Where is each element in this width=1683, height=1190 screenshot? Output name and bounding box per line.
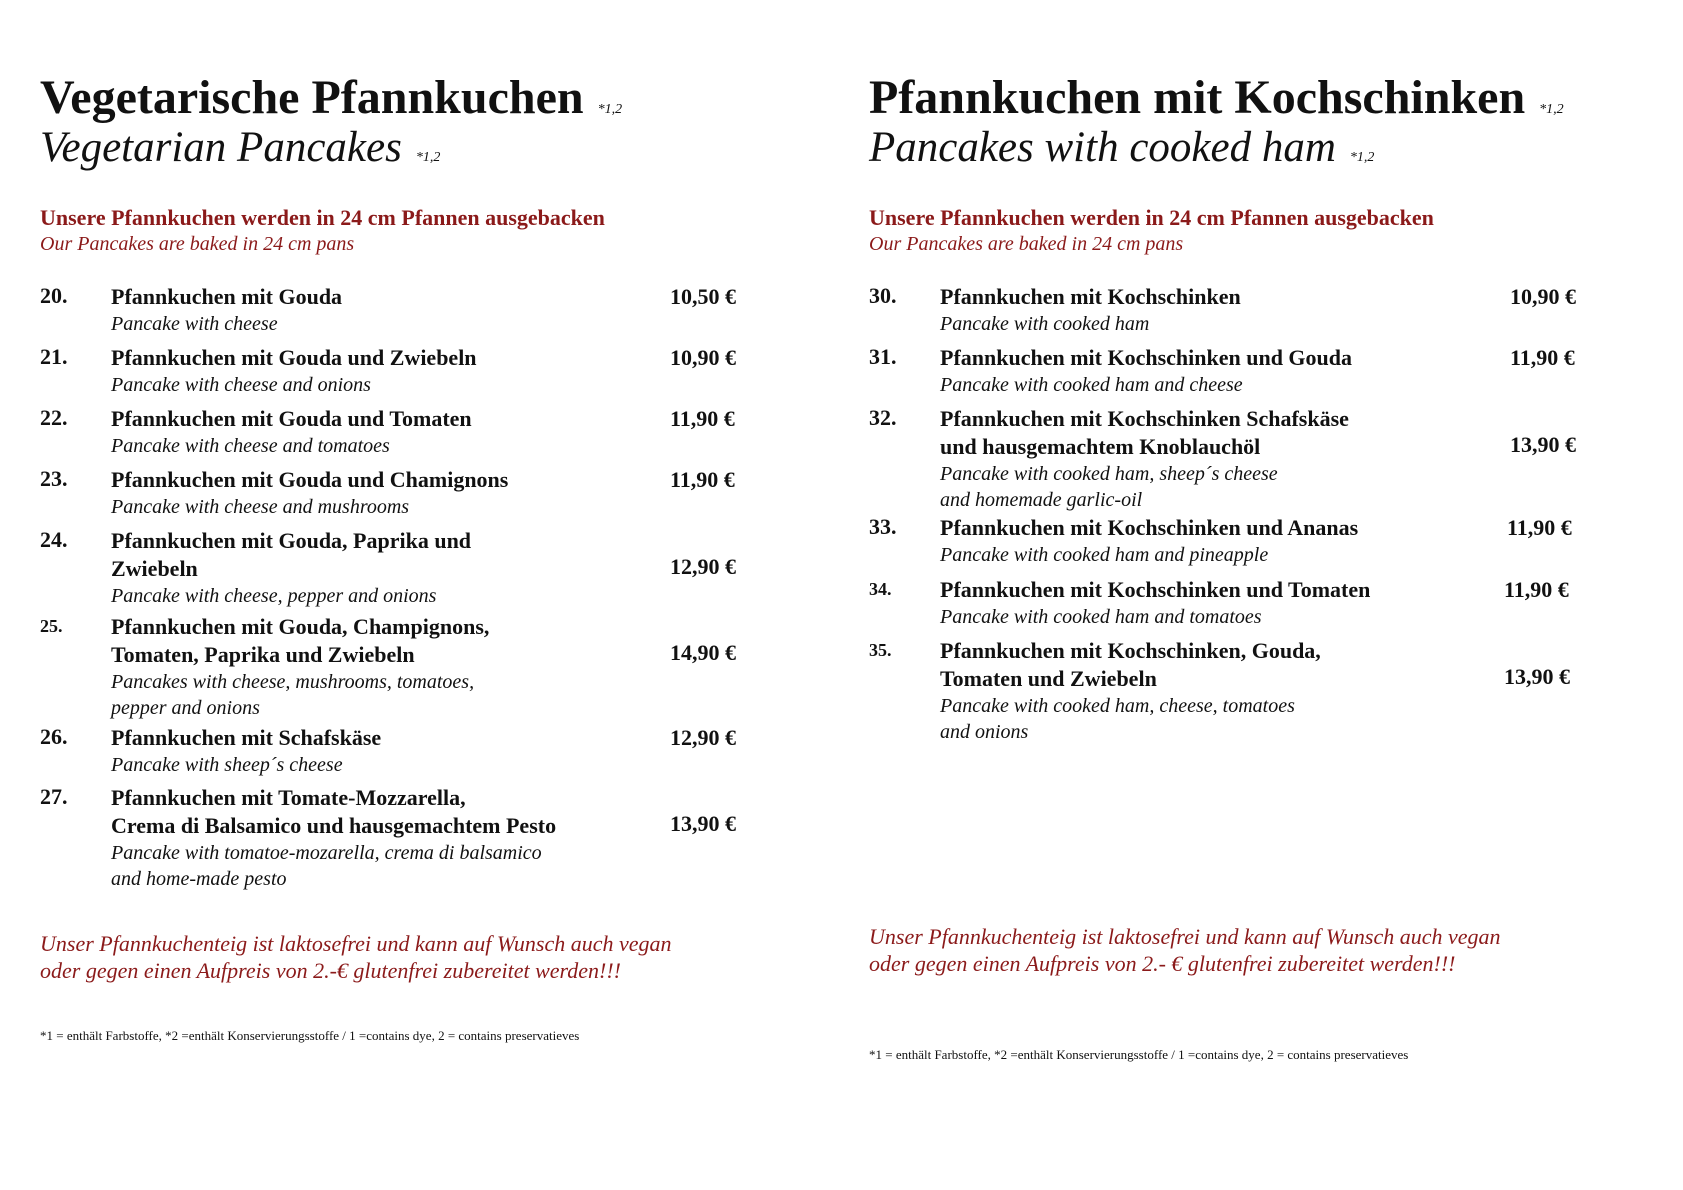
item-number: 31. [869,344,897,369]
item-description-line-2: and home-made pesto [111,868,287,890]
item-price: 13,90 € [1504,664,1570,689]
item-name: Pfannkuchen mit Gouda [111,284,343,309]
additives-legend: *1 = enthält Farbstoffe, *2 =enthält Konservierungsstoffe / 1 =contains dye, 2 = contains preservatieves [869,1047,1409,1062]
pan-size-note: Unsere Pfannkuchen werden in 24 cm Pfannen ausgebacken [40,205,605,230]
item-number: 32. [869,405,897,430]
title-footnote-marker: *1,2 [597,102,623,117]
item-name: Pfannkuchen mit Gouda und Tomaten [111,406,472,431]
subtitle-footnote-marker: *1,2 [1349,150,1375,165]
item-description: Pancake with cooked ham and pineapple [940,544,1269,566]
pan-size-note-en: Our Pancakes are baked in 24 cm pans [869,233,1184,255]
menu-item [869,576,1589,630]
subtitle-footnote-marker: *1,2 [415,150,441,165]
item-description: Pancake with sheep´s cheese [111,754,343,776]
item-description: Pancake with cooked ham, sheep´s cheese [940,463,1278,485]
menu-item [869,405,1589,513]
item-number: 24. [40,527,68,552]
item-name: Pfannkuchen mit Kochschinken Schafskäse [940,406,1349,431]
item-description: Pancake with cheese [111,313,278,335]
item-price: 13,90 € [670,811,736,836]
item-name: Pfannkuchen mit Gouda und Zwiebeln [111,345,477,370]
item-number: 25. [40,616,63,636]
item-name-line-2: Tomaten, Paprika und Zwiebeln [111,642,415,667]
item-price: 10,50 € [670,284,736,309]
menu-item [40,405,760,459]
item-name: Pfannkuchen mit Schafskäse [111,725,382,750]
menu-item [869,344,1589,398]
title-footnote-marker: *1,2 [1539,102,1564,117]
item-number: 21. [40,344,68,369]
menu-item [869,283,1589,337]
menu-item [40,784,760,892]
item-name: Pfannkuchen mit Gouda, Paprika und [111,528,472,553]
item-name: Pfannkuchen mit Kochschinken und Gouda [940,345,1353,370]
section-subtitle: Pancakes with cooked ham *1,2 [869,124,1375,171]
item-number: 22. [40,405,68,430]
item-number: 34. [869,579,892,599]
item-number: 26. [40,724,68,749]
item-price: 10,90 € [1510,284,1576,309]
item-price: 10,90 € [670,345,736,370]
item-name: Pfannkuchen mit Kochschinken [940,284,1241,309]
menu-item [40,283,760,337]
item-description: Pancake with cheese, pepper and onions [111,585,437,607]
item-description-line-2: and onions [940,721,1029,743]
item-price: 11,90 € [1510,345,1575,370]
item-name: Pfannkuchen mit Kochschinken und Ananas [940,515,1359,540]
item-description: Pancake with cheese and tomatoes [111,435,390,457]
menu-item [40,344,760,398]
dietary-note-line-2: oder gegen einen Aufpreis von 2.-€ glutenfrei zubereitet werden!!! [40,958,622,983]
dietary-note-line-1: Unser Pfannkuchenteig ist laktosefrei und kann auf Wunsch auch vegan [869,924,1501,949]
item-description: Pancake with cooked ham, cheese, tomatoes [940,695,1295,717]
dietary-note-line-2: oder gegen einen Aufpreis von 2.- € glutenfrei zubereitet werden!!! [869,951,1456,976]
item-description: Pancakes with cheese, mushrooms, tomatoes, [111,671,475,693]
item-price: 11,90 € [670,406,735,431]
menu-item [869,637,1589,745]
item-price: 11,90 € [1507,515,1572,540]
item-name-line-2: Tomaten und Zwiebeln [940,666,1157,691]
item-description-line-2: and homemade garlic-oil [940,489,1143,511]
item-description-line-2: pepper and onions [111,697,260,719]
section-subtitle: Vegetarian Pancakes *1,2 [40,124,441,171]
menu-section-ham [869,0,1649,1190]
item-name-line-2: und hausgemachtem Knoblauchöl [940,434,1261,459]
item-price: 14,90 € [670,640,736,665]
item-name-line-2: Crema di Balsamico und hausgemachtem Pesto [111,813,557,838]
menu-item [40,466,760,520]
dietary-note-line-1: Unser Pfannkuchenteig ist laktosefrei und kann auf Wunsch auch vegan [40,931,672,956]
item-number: 27. [40,784,68,809]
menu-item [40,527,760,609]
item-name: Pfannkuchen mit Gouda und Chamignons [111,467,509,492]
item-name: Pfannkuchen mit Kochschinken und Tomaten [940,577,1371,602]
item-description: Pancake with cheese and onions [111,374,371,396]
item-description: Pancake with cooked ham and cheese [940,374,1243,396]
dietary-note [40,930,672,984]
item-number: 35. [869,640,892,660]
item-description: Pancake with tomatoe-mozarella, crema di balsamico [111,842,542,864]
menu-item [40,724,760,778]
item-description: Pancake with cooked ham and tomatoes [940,606,1262,628]
item-price: 12,90 € [670,554,736,579]
item-number: 23. [40,466,68,491]
section-title: Vegetarische Pfannkuchen *1,2 [40,71,623,124]
menu-section-vegetarian [40,0,820,1190]
menu-item [869,514,1589,568]
item-number: 33. [869,514,897,539]
pan-size-note: Unsere Pfannkuchen werden in 24 cm Pfannen ausgebacken [869,205,1434,230]
item-price: 12,90 € [670,725,736,750]
item-number: 30. [869,283,897,308]
item-description: Pancake with cooked ham [940,313,1150,335]
dietary-note [869,923,1501,977]
item-number: 20. [40,283,68,308]
pan-size-note-en: Our Pancakes are baked in 24 cm pans [40,233,355,255]
item-price: 11,90 € [670,467,735,492]
item-name: Pfannkuchen mit Kochschinken, Gouda, [940,638,1321,663]
section-title: Pfannkuchen mit Kochschinken *1,2 [869,71,1564,124]
item-price: 13,90 € [1510,432,1576,457]
item-name-line-2: Zwiebeln [111,556,198,581]
menu-item [40,613,760,721]
item-name: Pfannkuchen mit Gouda, Champignons, [111,614,490,639]
item-price: 11,90 € [1504,577,1569,602]
item-name: Pfannkuchen mit Tomate-Mozzarella, [111,785,466,810]
item-description: Pancake with cheese and mushrooms [111,496,410,518]
additives-legend: *1 = enthält Farbstoffe, *2 =enthält Konservierungsstoffe / 1 =contains dye, 2 = contains preservatieves [40,1028,580,1043]
